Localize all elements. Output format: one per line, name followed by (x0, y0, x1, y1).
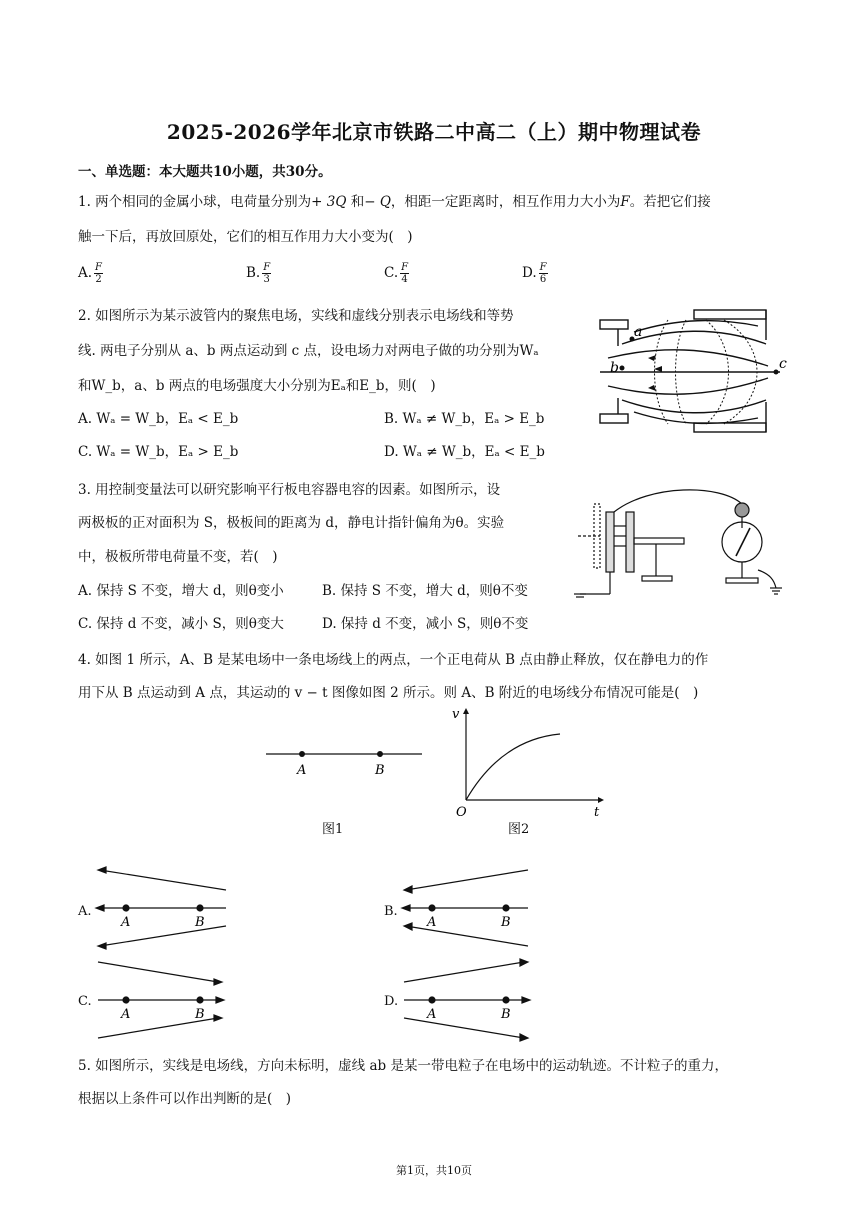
arrow-1 (654, 366, 662, 372)
slide-rail (634, 538, 684, 544)
q2-focus-field-figure (598, 306, 788, 436)
q5-line2: 根据以上条件可以作出判断的是( ) (78, 1091, 292, 1107)
arrow-mid (402, 905, 410, 911)
label-a: a (634, 324, 643, 340)
label-c: c (779, 356, 787, 372)
point-b-dot (620, 366, 625, 371)
q4-line1: 4. 如图 1 所示，A、B 是某电场中一条电场线上的两点，一个正电荷从 B 点由静止释放，仅在静电力的作 (78, 652, 709, 668)
arrow-mid (216, 997, 224, 1003)
frac-den: 6 (539, 274, 547, 285)
right-plate (626, 512, 634, 572)
q4-line2: 用下从 B 点运动到 A 点，其运动的 v − t 图像如图 2 所示。则 A、B 附近的电场线分布情况可能是( ) (78, 685, 699, 701)
label-b: B (501, 915, 511, 930)
right-stand-base (642, 576, 672, 581)
ground-wire (758, 570, 776, 588)
q4-option-b-figure (400, 866, 540, 946)
page-footer: 第1页，共10页 (396, 1164, 472, 1177)
q1-option-b-frac (262, 262, 271, 285)
field-line-3 (622, 331, 766, 344)
q1-line1 (78, 192, 711, 212)
electroscope-base (726, 578, 758, 583)
q1-option-c-label: C. (384, 265, 399, 281)
point-c-dot (774, 370, 779, 375)
q1-charge1: + 3Q (311, 194, 347, 210)
point-b-dot (377, 751, 383, 757)
label-a: A (427, 1007, 437, 1022)
q1-option-a-label: A. (78, 265, 93, 281)
q4-option-d-label: D. (384, 994, 399, 1009)
q1-line2: 触一下后，再放回原处，它们的相互作用力大小变为( ) (78, 229, 413, 245)
field-line-6 (634, 412, 758, 423)
electrode-bottom-left (600, 414, 628, 423)
arrow-top (520, 959, 528, 966)
fig2-caption: 图2 (508, 822, 530, 837)
q2-line1: 2. 如图所示为某示波管内的聚焦电场，实线和虚线分别表示电场线和等势 (78, 308, 514, 324)
label-a: A (427, 915, 437, 930)
q2-option-b: B. Wₐ ≠ W_b，Eₐ > E_b (384, 411, 545, 427)
q4-option-d-figure (400, 958, 540, 1038)
left-plate (606, 512, 614, 572)
page-title: 2025-2026学年北京市铁路二中高二（上）期中物理试卷 (166, 120, 702, 144)
q3-option-b: B. 保持 S 不变，增大 d，则θ不变 (322, 583, 528, 599)
frac-num: F (263, 262, 271, 273)
label-a: A (121, 1007, 131, 1022)
field-line-1 (608, 350, 768, 366)
frac-num: F (95, 262, 102, 273)
t-axis-arrow (598, 797, 604, 803)
point-a-dot (299, 751, 305, 757)
line-top (100, 870, 226, 890)
q1-and: 和 (346, 194, 365, 210)
q1-option-a-frac (94, 262, 103, 285)
q2-line3: 和W_b，a、b 两点的电场强度大小分别为Eₐ和E_b，则( ) (78, 378, 436, 394)
field-line-2 (608, 378, 768, 394)
frac-den: 4 (401, 274, 408, 285)
arrow-bottom (98, 943, 106, 949)
vt-curve (466, 734, 560, 800)
q4-option-b-label: B. (384, 904, 398, 919)
q2-option-a: A. Wₐ = W_b，Eₐ < E_b (78, 411, 239, 427)
arrow-top (404, 886, 412, 893)
q3-line2: 两极板的正对面积为 S，极板间的距离为 d，静电计指针偏角为θ。实验 (78, 515, 505, 531)
line-top (406, 870, 528, 890)
label-b: B (195, 915, 205, 930)
arrow-bottom (520, 1034, 528, 1041)
q1-option-b-label: B. (246, 265, 261, 281)
line-top (404, 962, 524, 982)
label-b: b (610, 360, 619, 376)
q4-option-c-label: C. (78, 994, 92, 1009)
point-b-dot (503, 905, 509, 911)
arrow-2 (648, 355, 656, 361)
q2-option-c: C. Wₐ = W_b，Eₐ > E_b (78, 444, 239, 460)
connecting-wire (614, 490, 742, 512)
line-bottom (100, 926, 226, 946)
v-axis-arrow (463, 708, 469, 714)
arrow-top (98, 867, 106, 873)
electroscope-ball (735, 503, 749, 517)
q3-capacitor-figure (570, 484, 790, 602)
q1-option-c (384, 262, 409, 285)
q3-option-c: C. 保持 d 不变，减小 S，则θ变大 (78, 616, 284, 632)
q5-line1: 5. 如图所示，实线是电场线，方向未标明，虚线 ab 是某一带电粒子在电场中的运动轨迹。不计粒子的重力， (78, 1058, 728, 1074)
point-b-dot (503, 997, 509, 1003)
q1-charge2: − Q (364, 194, 391, 210)
q1-option-d-label: D. (522, 265, 537, 281)
q1-text-a: 1. 两个相同的金属小球，电荷量分别为 (78, 194, 312, 210)
fig1-caption: 图1 (322, 822, 344, 837)
q3-option-a: A. 保持 S 不变，增大 d，则θ变小 (78, 583, 284, 599)
electrode-top-left (600, 320, 628, 329)
arrow-top (214, 979, 222, 985)
point-b-dot (197, 905, 203, 911)
point-a-dot (123, 905, 129, 911)
q1-option-c-frac (400, 262, 409, 285)
q2-option-d: D. Wₐ ≠ W_b，Eₐ < E_b (384, 444, 545, 460)
frac-num: F (539, 262, 547, 273)
label-b: B (501, 1007, 511, 1022)
point-a-dot (429, 997, 435, 1003)
label-a: A (121, 915, 131, 930)
q4-option-c-figure (94, 958, 234, 1038)
electroscope-needle (736, 528, 750, 556)
q4-fig1 (264, 744, 424, 784)
q1-option-b (246, 262, 271, 285)
frac-num: F (401, 262, 409, 273)
q3-line1: 3. 用控制变量法可以研究影响平行板电容器电容的因素。如图所示，设 (78, 482, 501, 498)
point-a-dot (123, 997, 129, 1003)
arrow-bottom (404, 923, 412, 930)
q1-text-b: ，相距一定距离时，相互作用力大小为 (390, 194, 621, 210)
q3-line3: 中，极板所带电荷量不变，若( ) (78, 549, 278, 565)
frac-den: 3 (263, 274, 270, 285)
arrow-mid (96, 905, 104, 911)
q1-option-d (522, 262, 548, 285)
label-b: B (375, 763, 385, 778)
label-b: B (195, 1007, 205, 1022)
arrow-bottom (214, 1015, 222, 1021)
q1-force: F (620, 194, 630, 210)
electrode-top-right (694, 310, 766, 319)
q4-fig2-vt-graph (448, 704, 608, 820)
q2-line2: 线. 两电子分别从 a、b 两点运动到 c 点，设电场力对两电子做的功分别为Wₐ (78, 343, 539, 359)
label-a: A (297, 763, 307, 778)
axis-t-label: t (594, 805, 600, 820)
axis-v-label: v (452, 707, 460, 722)
line-top (98, 962, 218, 982)
point-b-dot (197, 997, 203, 1003)
section-heading: 一、单选题：本大题共10小题，共30分。 (78, 164, 332, 180)
q4-option-a-figure (94, 866, 234, 946)
point-a-dot (429, 905, 435, 911)
arrow-mid (522, 997, 530, 1003)
frac-den: 2 (95, 274, 102, 285)
q1-option-d-frac (539, 262, 548, 285)
q3-option-d: D. 保持 d 不变，减小 S，则θ不变 (322, 616, 529, 632)
origin-label: O (456, 805, 467, 820)
field-line-5 (634, 321, 758, 332)
electrode-bottom-right (694, 423, 766, 432)
q4-option-a-label: A. (78, 904, 92, 919)
q1-text-c: 。若把它们接 (629, 194, 711, 210)
q1-option-a (78, 262, 103, 285)
